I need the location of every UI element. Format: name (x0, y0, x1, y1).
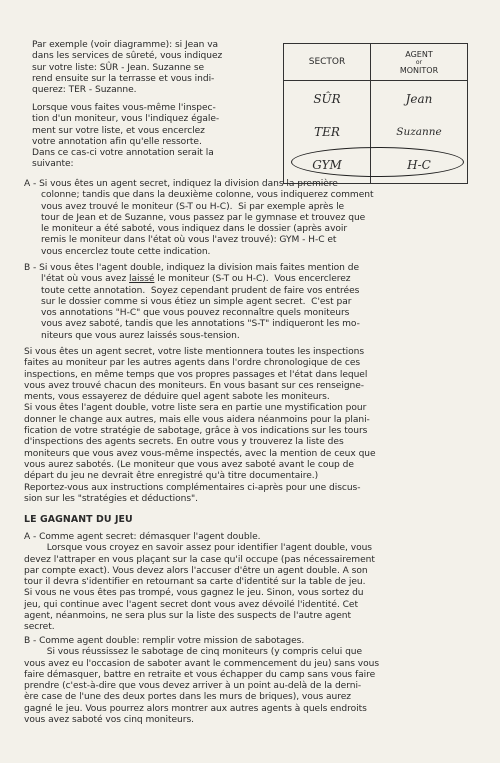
text-line: tour il devra s'identifier en retournant sa carte d'identité sur la table de jeu. (24, 577, 366, 588)
text-line: moniteurs que vous avez vous-même inspectés, avec la mention de ceux que (24, 448, 376, 459)
section-heading: LE GAGNANT DU JEU (24, 514, 133, 525)
text-line: vous aurez sabotés. (Le moniteur que vous avez saboté avant le coup de (24, 459, 354, 470)
text-line: Reportez-vous aux instructions complémentaires ci-après pour une discus- (24, 482, 361, 493)
paragraph-b (24, 263, 360, 342)
text-line: vous encerclez toute cette indication. (24, 246, 211, 257)
winner-double-agent (24, 636, 379, 726)
sector-entry: SÛR (313, 91, 341, 106)
text-line: toute cette annotation. Soyez cependant prudent de faire vos entrées (24, 285, 360, 296)
text-line: B - Comme agent double: remplir votre mission de sabotages. (24, 636, 305, 646)
intro-paragraph-2 (32, 103, 219, 171)
text-fragment: le moniteur (S-T ou H-C). Vous encerclerez (154, 274, 351, 285)
monitor-header-text: MONITOR (399, 65, 439, 75)
text-line: vous avez saboté vos cinq moniteurs. (24, 715, 194, 726)
text-line: devez l'attraper en vous plaçant sur la case qu'il occupe (pas nécessairement (24, 554, 375, 565)
text-line: ments, vous essayerez de déduire quel agent sabote les moniteurs. (24, 392, 330, 403)
text-line: vos annotations "H-C" que vous pouvez reconnaître quels moniteurs (24, 308, 350, 319)
text-line: rend ensuite sur la terrasse et vous indi- (32, 73, 215, 84)
intro-paragraph (32, 40, 222, 96)
text-fragment: l'état où vous avez (24, 274, 130, 285)
text-line: secret. (24, 622, 55, 633)
winner-secret-agent (24, 532, 375, 634)
text-line: A - Comme agent secret: démasquer l'agent double. (24, 532, 261, 542)
text-line: Si vous êtes un agent secret, votre liste mentionnera toutes les inspections (24, 347, 365, 357)
text-line: agent, néanmoins, ne sera plus sur la liste des suspects de l'autre agent (24, 611, 352, 622)
text-line: le moniteur a été saboté, vous indiquez dans le dossier (après avoir (24, 224, 348, 235)
text-line: vous avez saboté, tandis que les annotations "S-T" indiqueront les mo- (24, 319, 360, 330)
sector-entry: GYM (312, 158, 342, 173)
text-line: ment sur votre liste, et vous encerclez (32, 125, 205, 136)
text-line: jeu, qui continue avec l'agent secret dont vous avez dévoilé l'identité. Cet (24, 599, 358, 610)
diagram-table (283, 43, 468, 184)
text-line: donner le change aux autres, mais elle vous aidera néanmoins pour la plani- (24, 414, 370, 425)
sector-entry: TER (314, 124, 340, 139)
sector-agent-diagram (283, 43, 468, 181)
text-line: A - Si vous êtes un agent secret, indiquez la division dans la première (24, 179, 338, 189)
text-line: colonne; tandis que dans la deuxième colonne, vous indiquerez comment (24, 190, 374, 201)
text-line: fication de votre stratégie de sabotage, grâce à vos indications sur les tours (24, 426, 368, 437)
paragraph-a (24, 179, 374, 258)
text-line: vous avez eu l'occasion de saboter avant le commencement du jeu) sans vous (24, 658, 380, 669)
agent-entry: Jean (405, 92, 433, 106)
text-line: dans les services de sûreté, vous indiquez (32, 51, 223, 62)
text-line: sur votre liste: SÛR - Jean. Suzanne se (32, 62, 205, 73)
or-header-text: or (415, 58, 423, 66)
agent-entry: H-C (407, 158, 431, 172)
text-line: sur le dossier comme si vous étiez un simple agent secret. C'est par (24, 296, 352, 307)
text-line: gagné le jeu. Vous pourrez alors montrer aux autres agents à quels endroits (24, 703, 367, 714)
agent-entry: Suzanne (396, 126, 442, 138)
text-line: B - Si vous êtes l'agent double, indiquez la division mais faites mention de (24, 263, 360, 273)
text-line: suivante: (32, 159, 74, 170)
text-line: faire démasquer, battre en retraite et vous échapper du camp sans vous faire (24, 669, 376, 680)
text-line: d'inspections des agents secrets. En outre vous y trouverez la liste des (24, 437, 344, 448)
text-line: par compte exact). Vous devez alors l'accuser d'être un agent double. A son (24, 565, 368, 576)
agent-column (371, 81, 468, 184)
text-line: vous avez trouvé le moniteur (S-T ou H-C). Si par exemple après le (24, 201, 345, 212)
sector-header: SECTOR (284, 44, 371, 81)
text-line: Lorsque vous faites vous-même l'inspec- (32, 103, 216, 113)
text-line: querez: TER - Suzanne. (32, 85, 137, 96)
text-line: tour de Jean et de Suzanne, vous passez par le gymnase et trouvez que (24, 212, 366, 223)
text-line: votre annotation afin qu'elle ressorte. (32, 136, 202, 147)
text-line: faites au moniteur par les autres agents dans l'ordre chronologique de ces (24, 358, 361, 369)
text-line: Dans ce cas-ci votre annotation serait la (32, 148, 214, 159)
text-line: Par exemple (voir diagramme): si Jean va (32, 40, 219, 50)
text-line: tion d'un moniteur, vous l'indiquez égale- (32, 114, 220, 125)
paragraph-lists (24, 347, 376, 505)
agent-monitor-header (371, 44, 468, 81)
text-line: Si vous ne vous êtes pas trompé, vous gagnez le jeu. Sinon, vous sortez du (24, 588, 364, 599)
text-line: prendre (c'est-à-dire que vous devez arriver à un point au-delà de la derni- (24, 681, 362, 692)
text-line: niteurs que vous aurez laissés sous-tension. (24, 330, 240, 341)
text-line (24, 274, 360, 285)
text-line: vous avez trouvé chacun des moniteurs. En vous basant sur ces renseigne- (24, 380, 365, 391)
sector-column (284, 81, 371, 184)
agent-header-text: AGENT (405, 49, 433, 59)
text-line: Lorsque vous croyez en savoir assez pour identifier l'agent double, vous (24, 543, 372, 554)
text-line: sion sur les "stratégies et déductions". (24, 493, 199, 504)
text-line: Si vous réussissez le sabotage de cinq moniteurs (y compris celui que (24, 647, 363, 658)
text-line: remis le moniteur dans l'état où vous l'avez trouvé): GYM - H-C et (24, 235, 337, 246)
text-line: Si vous êtes l'agent double, votre liste sera en partie une mystification pour (24, 403, 367, 414)
underlined-word: laissé (129, 274, 155, 285)
text-line: ère case de l'une des deux portes dans les murs de briques), vous aurez (24, 692, 351, 703)
text-line: inspections, en même temps que vos propres passages et l'état dans lequel (24, 369, 368, 380)
text-line: départ du jeu ne devrait être enregistré qu'à titre documentaire.) (24, 471, 319, 482)
